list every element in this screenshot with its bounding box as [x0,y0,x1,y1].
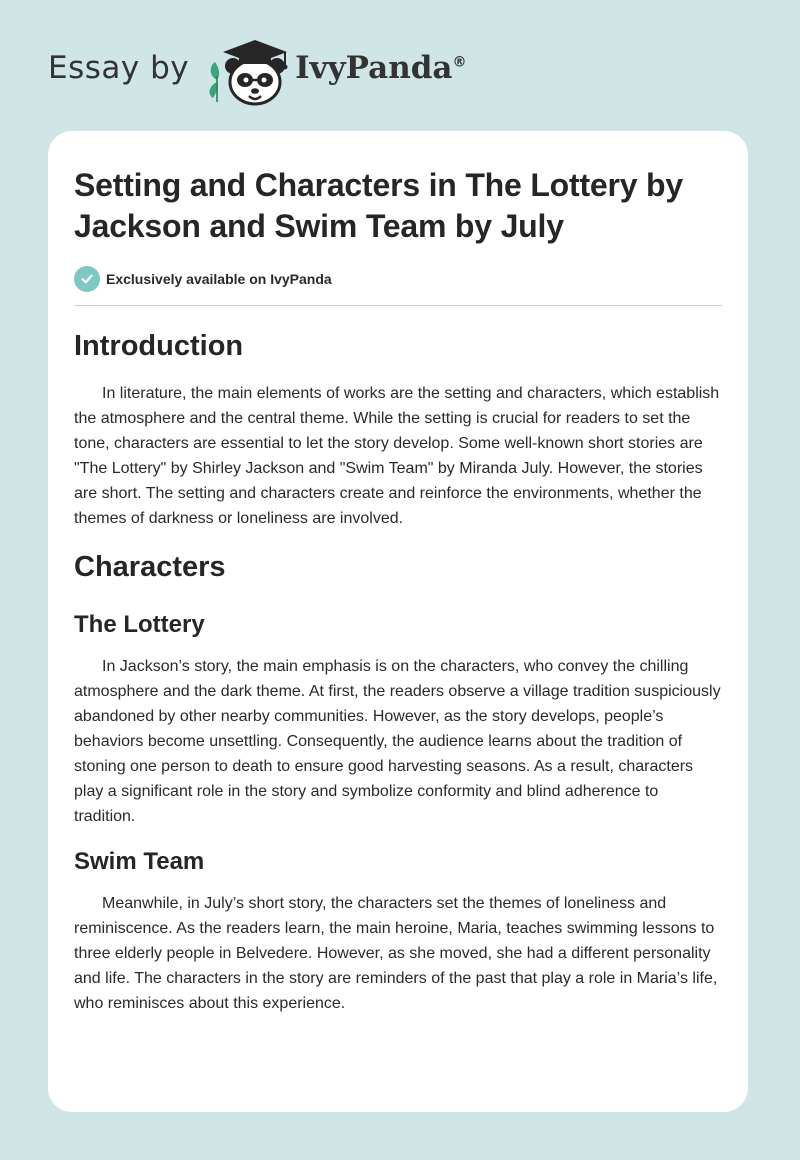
brand-prefix: Essay by [48,50,190,86]
registered-mark: ® [452,54,467,71]
paragraph-swim-team: Meanwhile, in July’s short story, the characters set the themes of loneliness and reminiscence. As the readers learn, the main heroine, Maria, teaches swimming lessons to three elderly people in Belvedere. However, as she moved, she had a different personality and life. The characters in the story are reminders of the past that play a role in Maria’s life, who reminisces about this experience. [74,895,718,1012]
section-heading-introduction: Introduction [74,330,244,362]
section-heading-characters: Characters [74,551,226,583]
graduate-panda-icon [203,36,291,108]
paragraph-the-lottery: In Jackson’s story, the main emphasis is on the characters, who convey the chilling atmosphere and the dark theme. At first, the readers observe a village tradition suspiciously abandoned by other nearby communities. However, as the story develops, people’s behaviors become unsettling. Consequently, the audience learns about the tradition of stoning one person to death to ensure good harvesting seasons. As a result, characters play a significant role in the story and symbolize conformity and blind adherence to tradition. [74,658,721,825]
exclusive-label: Exclusively available on IvyPanda [106,271,332,287]
paragraph-introduction: In literature, the main elements of works are the setting and characters, which establish the atmosphere and the central theme. While the setting is crucial for readers to set the tone, characters are essential to let the story develop. Some well-known short stories are "The Lottery" by Shirley Jackson and "Swim Team" by Miranda July. However, the stories are short. The setting and characters create and reinforce the environments, whether the themes of darkness or loneliness are involved. [74,385,720,527]
exclusive-badge [74,265,722,293]
check-icon [74,266,100,292]
brand-header[interactable] [48,36,467,108]
title-divider [74,305,722,306]
subheading-swim-team: Swim Team [74,848,205,875]
subheading-the-lottery: The Lottery [74,611,205,638]
page-title: Setting and Characters in The Lottery by Jackson and Swim Team by July [74,167,684,244]
section-characters [74,550,722,1016]
section-introduction [74,329,722,531]
essay-card [48,131,748,1112]
brand-name: IvyPanda® [295,50,467,86]
